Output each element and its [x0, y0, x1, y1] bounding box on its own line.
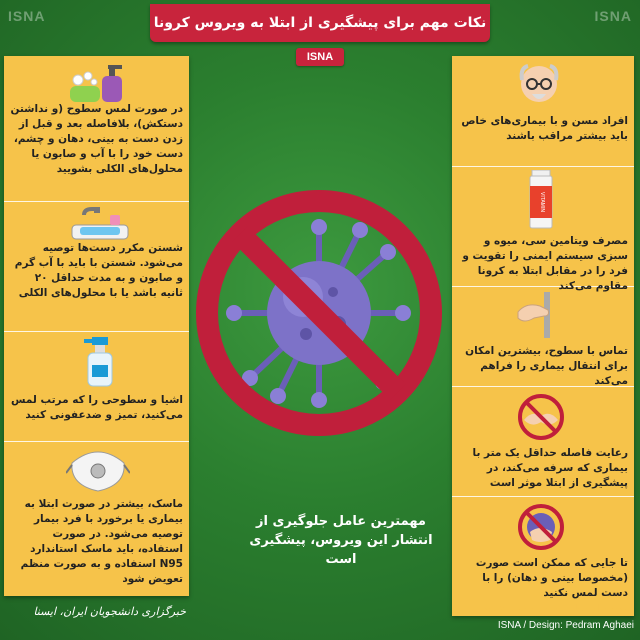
- tip-text: در صورت لمس سطوح (و نداشتن دستکش)، بلافاصله بعد و قبل از زدن دست به بینی، دهان و چشم، دست خود را با آب و صابون یا محلول‌های الکلی بشویید: [10, 103, 183, 175]
- tip-text: تا جایی که ممکن است صورت (مخصوصا بینی و دهان) را با دست لمس نکنید: [475, 557, 628, 599]
- tip-text: اشیا و سطوحی را که مرتب لمس می‌کنید، تمیز و ضدعفونی کنید: [11, 394, 183, 421]
- tip-text: مصرف ویتامین سی، میوه و سبزی سیستم ایمنی را تقویت و فرد را در مقابل ابتلا به کرونا مقاوم می‌کند: [462, 235, 628, 292]
- no-face-touch-icon: [516, 502, 566, 552]
- tip-card: [4, 331, 189, 442]
- center-tip: مهمترین عامل جلوگیری از انتشار این ویروس، پیشگیری است: [249, 514, 433, 567]
- tip-text: ماسک، بیشتر در صورت ابتلا به بیماری یا برخورد با فرد بیمار توصیه می‌شود. در صورت استفاده، باید ماسک استاندارد N95 استفاده و به صورت منظم تعویض شود: [20, 498, 183, 585]
- no-handshake-icon: [516, 392, 566, 442]
- isna-badge: ISNA: [296, 48, 344, 66]
- tip-card: [452, 166, 634, 292]
- title-banner: [150, 4, 490, 42]
- right-tips-panel: [452, 56, 634, 616]
- vitamin-tube-icon: [528, 170, 554, 230]
- left-tips-panel: [4, 56, 189, 596]
- watermark-top-left: ISNA: [8, 8, 46, 24]
- watermark-top-right: ISNA: [594, 8, 632, 24]
- no-virus-graphic: [188, 182, 450, 444]
- soap-icon: [64, 62, 130, 104]
- tip-card: [452, 386, 634, 497]
- tip-card: [452, 496, 634, 616]
- elderly-man-icon: [514, 60, 564, 110]
- tip-card: [4, 201, 189, 332]
- tip-text: شستن مکرر دست‌ها توصیه می‌شود. شستن با باید با آب گرم و صابون و به مدت حداقل ۲۰ ثانیه باشد یا با محلول‌های الکلی: [14, 242, 183, 299]
- spray-bottle-icon: [84, 337, 116, 387]
- tip-card: [4, 56, 189, 202]
- tip-text: تماس با سطوح، بیشترین امکان برای انتقال بیماری را فراهم می‌کند: [465, 345, 628, 387]
- tip-text: افراد مسن و با بیماری‌های خاص باید بیشتر مراقب باشند: [461, 115, 628, 142]
- page-title: نکات مهم برای پیشگیری از ابتلا به ویروس کرونا: [153, 15, 487, 31]
- mask-icon: [66, 445, 130, 493]
- sink-icon: [70, 207, 130, 241]
- design-credit: ISNA / Design: Pedram Aghaei: [497, 620, 634, 631]
- agency-signature: خبرگزاری دانشجویان ایران، ایسنا: [33, 605, 186, 618]
- vitamin-label: VITAMIN: [539, 192, 545, 212]
- tip-text: رعایت فاصله حداقل یک متر با بیماری که سرفه می‌کند، در پیشگیری از ابتلا موثر است: [472, 447, 628, 489]
- tip-card: [452, 56, 634, 167]
- tip-card: [452, 286, 634, 387]
- hand-touch-pole-icon: [514, 292, 570, 338]
- source-note: منبع داده‌ها: وزارت بهداشت: [483, 602, 634, 615]
- tip-card: [4, 441, 189, 596]
